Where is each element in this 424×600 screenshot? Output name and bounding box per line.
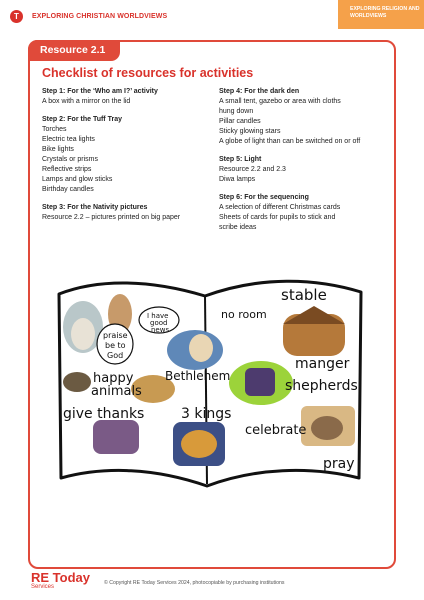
series-title: EXPLORING CHRISTIAN WORLDVIEWS (32, 13, 168, 20)
step-heading: Step 5: Light (219, 156, 262, 163)
word-manger: manger (295, 356, 350, 372)
word-give-thanks: give thanks (63, 406, 145, 422)
step-item: A selection of different Christmas cards (219, 204, 341, 211)
kings-figures (181, 430, 217, 458)
nativity-figures (311, 416, 343, 440)
resource-label: Resource 2.1 (40, 44, 106, 56)
step-2 (42, 115, 222, 195)
top-bar (0, 0, 424, 34)
series-tab-text: EXPLORING RELIGION AND WORLDVIEWS (350, 6, 420, 19)
step-heading: Step 6: For the sequencing (219, 194, 309, 201)
step-item: Sticky glowing stars (219, 128, 281, 135)
step-item: Torches (42, 126, 67, 133)
angel-robe (71, 318, 95, 350)
step-heading: Step 1: For the ‘Who am I?’ activity (42, 88, 158, 95)
word-bethlehem: Bethlehem (165, 369, 231, 383)
step-heading: Step 3: For the Nativity pictures (42, 204, 148, 211)
step-item: A globe of light than can be switched on or off (219, 138, 361, 145)
shepherds-figures (245, 368, 275, 396)
step-item: A small tent, gazebo or area with cloths (219, 98, 341, 105)
give-thanks-picture (93, 420, 139, 454)
word-no-room: no room (221, 308, 267, 321)
step-item: scribe ideas (219, 224, 257, 231)
left-column (42, 87, 222, 231)
step-item: Crystals or prisms (42, 156, 99, 163)
step-item: hung down (219, 108, 254, 115)
word-3-kings: 3 kings (181, 406, 232, 422)
step-item: Reflective strips (42, 166, 92, 173)
re-today-logo (31, 572, 90, 591)
step-heading: Step 2: For the Tuff Tray (42, 116, 122, 123)
mary-figure (189, 334, 213, 362)
series-tab (338, 0, 424, 29)
nativity-book-collage (55, 272, 365, 492)
step-item: Lamps and glow sticks (42, 176, 113, 183)
step-1 (42, 87, 222, 107)
step-item: Resource 2.2 and 2.3 (219, 166, 286, 173)
word-be-to: be to (105, 341, 126, 350)
step-3 (42, 203, 222, 223)
word-animals: animals (91, 384, 142, 399)
step-item: Electric tea lights (42, 136, 95, 143)
right-column (219, 87, 389, 241)
step-item: Birthday candles (42, 186, 94, 193)
step-item: Sheets of cards for pupils to stick and (219, 214, 336, 221)
resource-tab (28, 40, 120, 61)
step-6 (219, 193, 389, 233)
word-pray: pray (323, 456, 355, 472)
word-stable: stable (281, 286, 327, 304)
step-4 (219, 87, 389, 147)
logo-sub: Services (31, 584, 55, 590)
word-i-have: I have (147, 312, 169, 320)
step-item: Pillar candles (219, 118, 261, 125)
word-happy: happy (93, 371, 134, 386)
series-badge: T (10, 10, 23, 23)
logo-main: RE Today (31, 570, 90, 585)
word-shepherds: shepherds (285, 378, 358, 394)
copyright-notice: © Copyright RE Today Services 2024, photocopiable by purchasing institutions (104, 580, 285, 586)
word-celebrate: celebrate (245, 423, 307, 438)
step-item: Bike lights (42, 146, 74, 153)
step-item: A box with a mirror on the lid (42, 98, 131, 105)
step-item: Resource 2.2 – pictures printed on big paper (42, 214, 181, 221)
step-5 (219, 155, 389, 185)
word-god: God (107, 351, 124, 360)
word-good: good (150, 319, 168, 327)
sheep-picture (63, 372, 91, 392)
step-heading: Step 4: For the dark den (219, 88, 300, 95)
step-item: Diwa lamps (219, 176, 256, 183)
page-title: Checklist of resources for activities (42, 66, 254, 80)
word-praise: praise (103, 331, 128, 340)
word-news: news (151, 326, 170, 334)
